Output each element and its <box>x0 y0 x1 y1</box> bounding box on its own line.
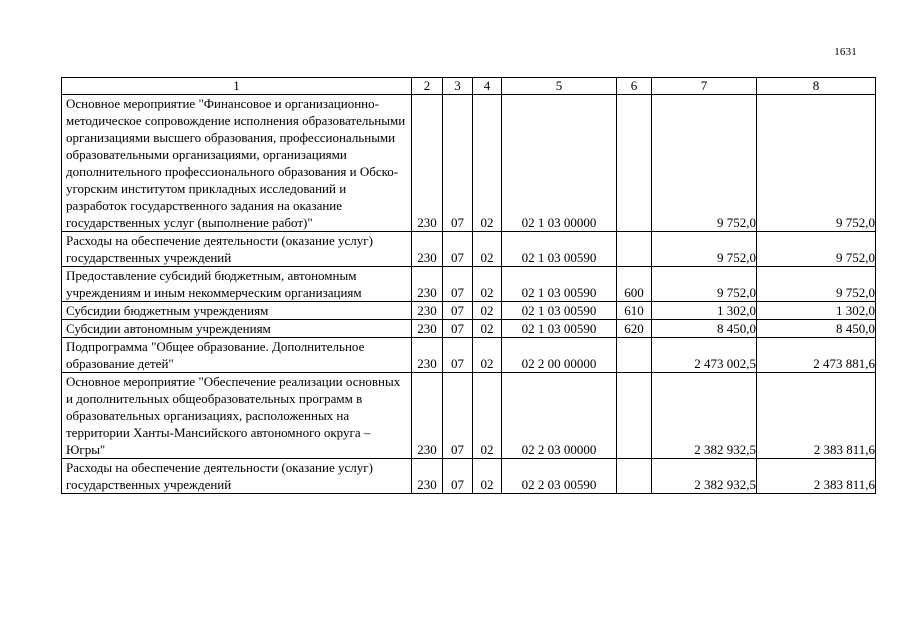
row-expense-type: 620 <box>617 320 652 338</box>
row-amount-1: 2 382 932,5 <box>652 373 757 459</box>
row-amount-1: 9 752,0 <box>652 267 757 302</box>
row-admin-code: 230 <box>412 302 443 320</box>
table-row <box>62 267 876 302</box>
row-name: Субсидии бюджетным учреждениям <box>62 302 412 320</box>
col-header-6: 6 <box>617 78 652 95</box>
row-subsection: 02 <box>473 232 502 267</box>
table-header-row <box>62 78 876 95</box>
row-section: 07 <box>443 267 473 302</box>
row-amount-2: 2 473 881,6 <box>757 338 876 373</box>
row-section: 07 <box>443 232 473 267</box>
row-subsection: 02 <box>473 320 502 338</box>
row-admin-code: 230 <box>412 232 443 267</box>
row-section: 07 <box>443 95 473 232</box>
row-subsection: 02 <box>473 95 502 232</box>
row-admin-code: 230 <box>412 320 443 338</box>
row-section: 07 <box>443 302 473 320</box>
row-target-article: 02 1 03 00000 <box>502 95 617 232</box>
table-row <box>62 338 876 373</box>
row-target-article: 02 1 03 00590 <box>502 320 617 338</box>
table-row <box>62 459 876 494</box>
row-amount-2: 9 752,0 <box>757 232 876 267</box>
col-header-3: 3 <box>443 78 473 95</box>
row-amount-1: 1 302,0 <box>652 302 757 320</box>
col-header-5: 5 <box>502 78 617 95</box>
col-header-1: 1 <box>62 78 412 95</box>
row-subsection: 02 <box>473 459 502 494</box>
row-amount-1: 2 382 932,5 <box>652 459 757 494</box>
table-row <box>62 373 876 459</box>
row-amount-2: 9 752,0 <box>757 267 876 302</box>
col-header-4: 4 <box>473 78 502 95</box>
row-amount-1: 2 473 002,5 <box>652 338 757 373</box>
table-row <box>62 95 876 232</box>
col-header-2: 2 <box>412 78 443 95</box>
row-section: 07 <box>443 320 473 338</box>
row-subsection: 02 <box>473 302 502 320</box>
row-amount-1: 9 752,0 <box>652 95 757 232</box>
row-name: Основное мероприятие "Финансовое и организационно-методическое сопровождение исполнения образовательными организациями высшего образования, профессиональными образовательными организациями, организациями дополнительного профессионального образования и Обско-угорским институтом прикладных исследований и разработок государственного задания на оказание государственных услуг (выполнение работ)" <box>62 95 412 232</box>
page-number: 1631 <box>834 46 857 58</box>
row-amount-2: 1 302,0 <box>757 302 876 320</box>
row-admin-code: 230 <box>412 373 443 459</box>
budget-table <box>61 77 876 494</box>
row-expense-type <box>617 232 652 267</box>
row-name: Субсидии автономным учреждениям <box>62 320 412 338</box>
row-name: Расходы на обеспечение деятельности (оказание услуг) государственных учреждений <box>62 459 412 494</box>
row-admin-code: 230 <box>412 95 443 232</box>
row-section: 07 <box>443 338 473 373</box>
col-header-8: 8 <box>757 78 876 95</box>
row-target-article: 02 1 03 00590 <box>502 232 617 267</box>
row-admin-code: 230 <box>412 338 443 373</box>
row-section: 07 <box>443 373 473 459</box>
row-admin-code: 230 <box>412 267 443 302</box>
row-target-article: 02 2 00 00000 <box>502 338 617 373</box>
row-subsection: 02 <box>473 267 502 302</box>
row-admin-code: 230 <box>412 459 443 494</box>
row-target-article: 02 1 03 00590 <box>502 267 617 302</box>
row-amount-1: 8 450,0 <box>652 320 757 338</box>
row-amount-2: 2 383 811,6 <box>757 459 876 494</box>
col-header-7: 7 <box>652 78 757 95</box>
row-expense-type <box>617 338 652 373</box>
row-expense-type <box>617 459 652 494</box>
table-row <box>62 302 876 320</box>
row-target-article: 02 1 03 00590 <box>502 302 617 320</box>
row-expense-type <box>617 373 652 459</box>
table-row <box>62 320 876 338</box>
table-row <box>62 232 876 267</box>
row-name: Подпрограмма "Общее образование. Дополнительное образование детей" <box>62 338 412 373</box>
row-amount-2: 2 383 811,6 <box>757 373 876 459</box>
row-name: Расходы на обеспечение деятельности (оказание услуг) государственных учреждений <box>62 232 412 267</box>
row-name: Предоставление субсидий бюджетным, автономным учреждениям и иным некоммерческим организациям <box>62 267 412 302</box>
row-target-article: 02 2 03 00000 <box>502 373 617 459</box>
row-expense-type: 600 <box>617 267 652 302</box>
row-subsection: 02 <box>473 338 502 373</box>
row-amount-1: 9 752,0 <box>652 232 757 267</box>
row-amount-2: 9 752,0 <box>757 95 876 232</box>
row-section: 07 <box>443 459 473 494</box>
row-expense-type <box>617 95 652 232</box>
row-name: Основное мероприятие "Обеспечение реализации основных и дополнительных общеобразовательных программ в образовательных организациях, расположенных на территории Ханты-Мансийского автономного округа – Югры" <box>62 373 412 459</box>
row-subsection: 02 <box>473 373 502 459</box>
row-amount-2: 8 450,0 <box>757 320 876 338</box>
row-expense-type: 610 <box>617 302 652 320</box>
row-target-article: 02 2 03 00590 <box>502 459 617 494</box>
